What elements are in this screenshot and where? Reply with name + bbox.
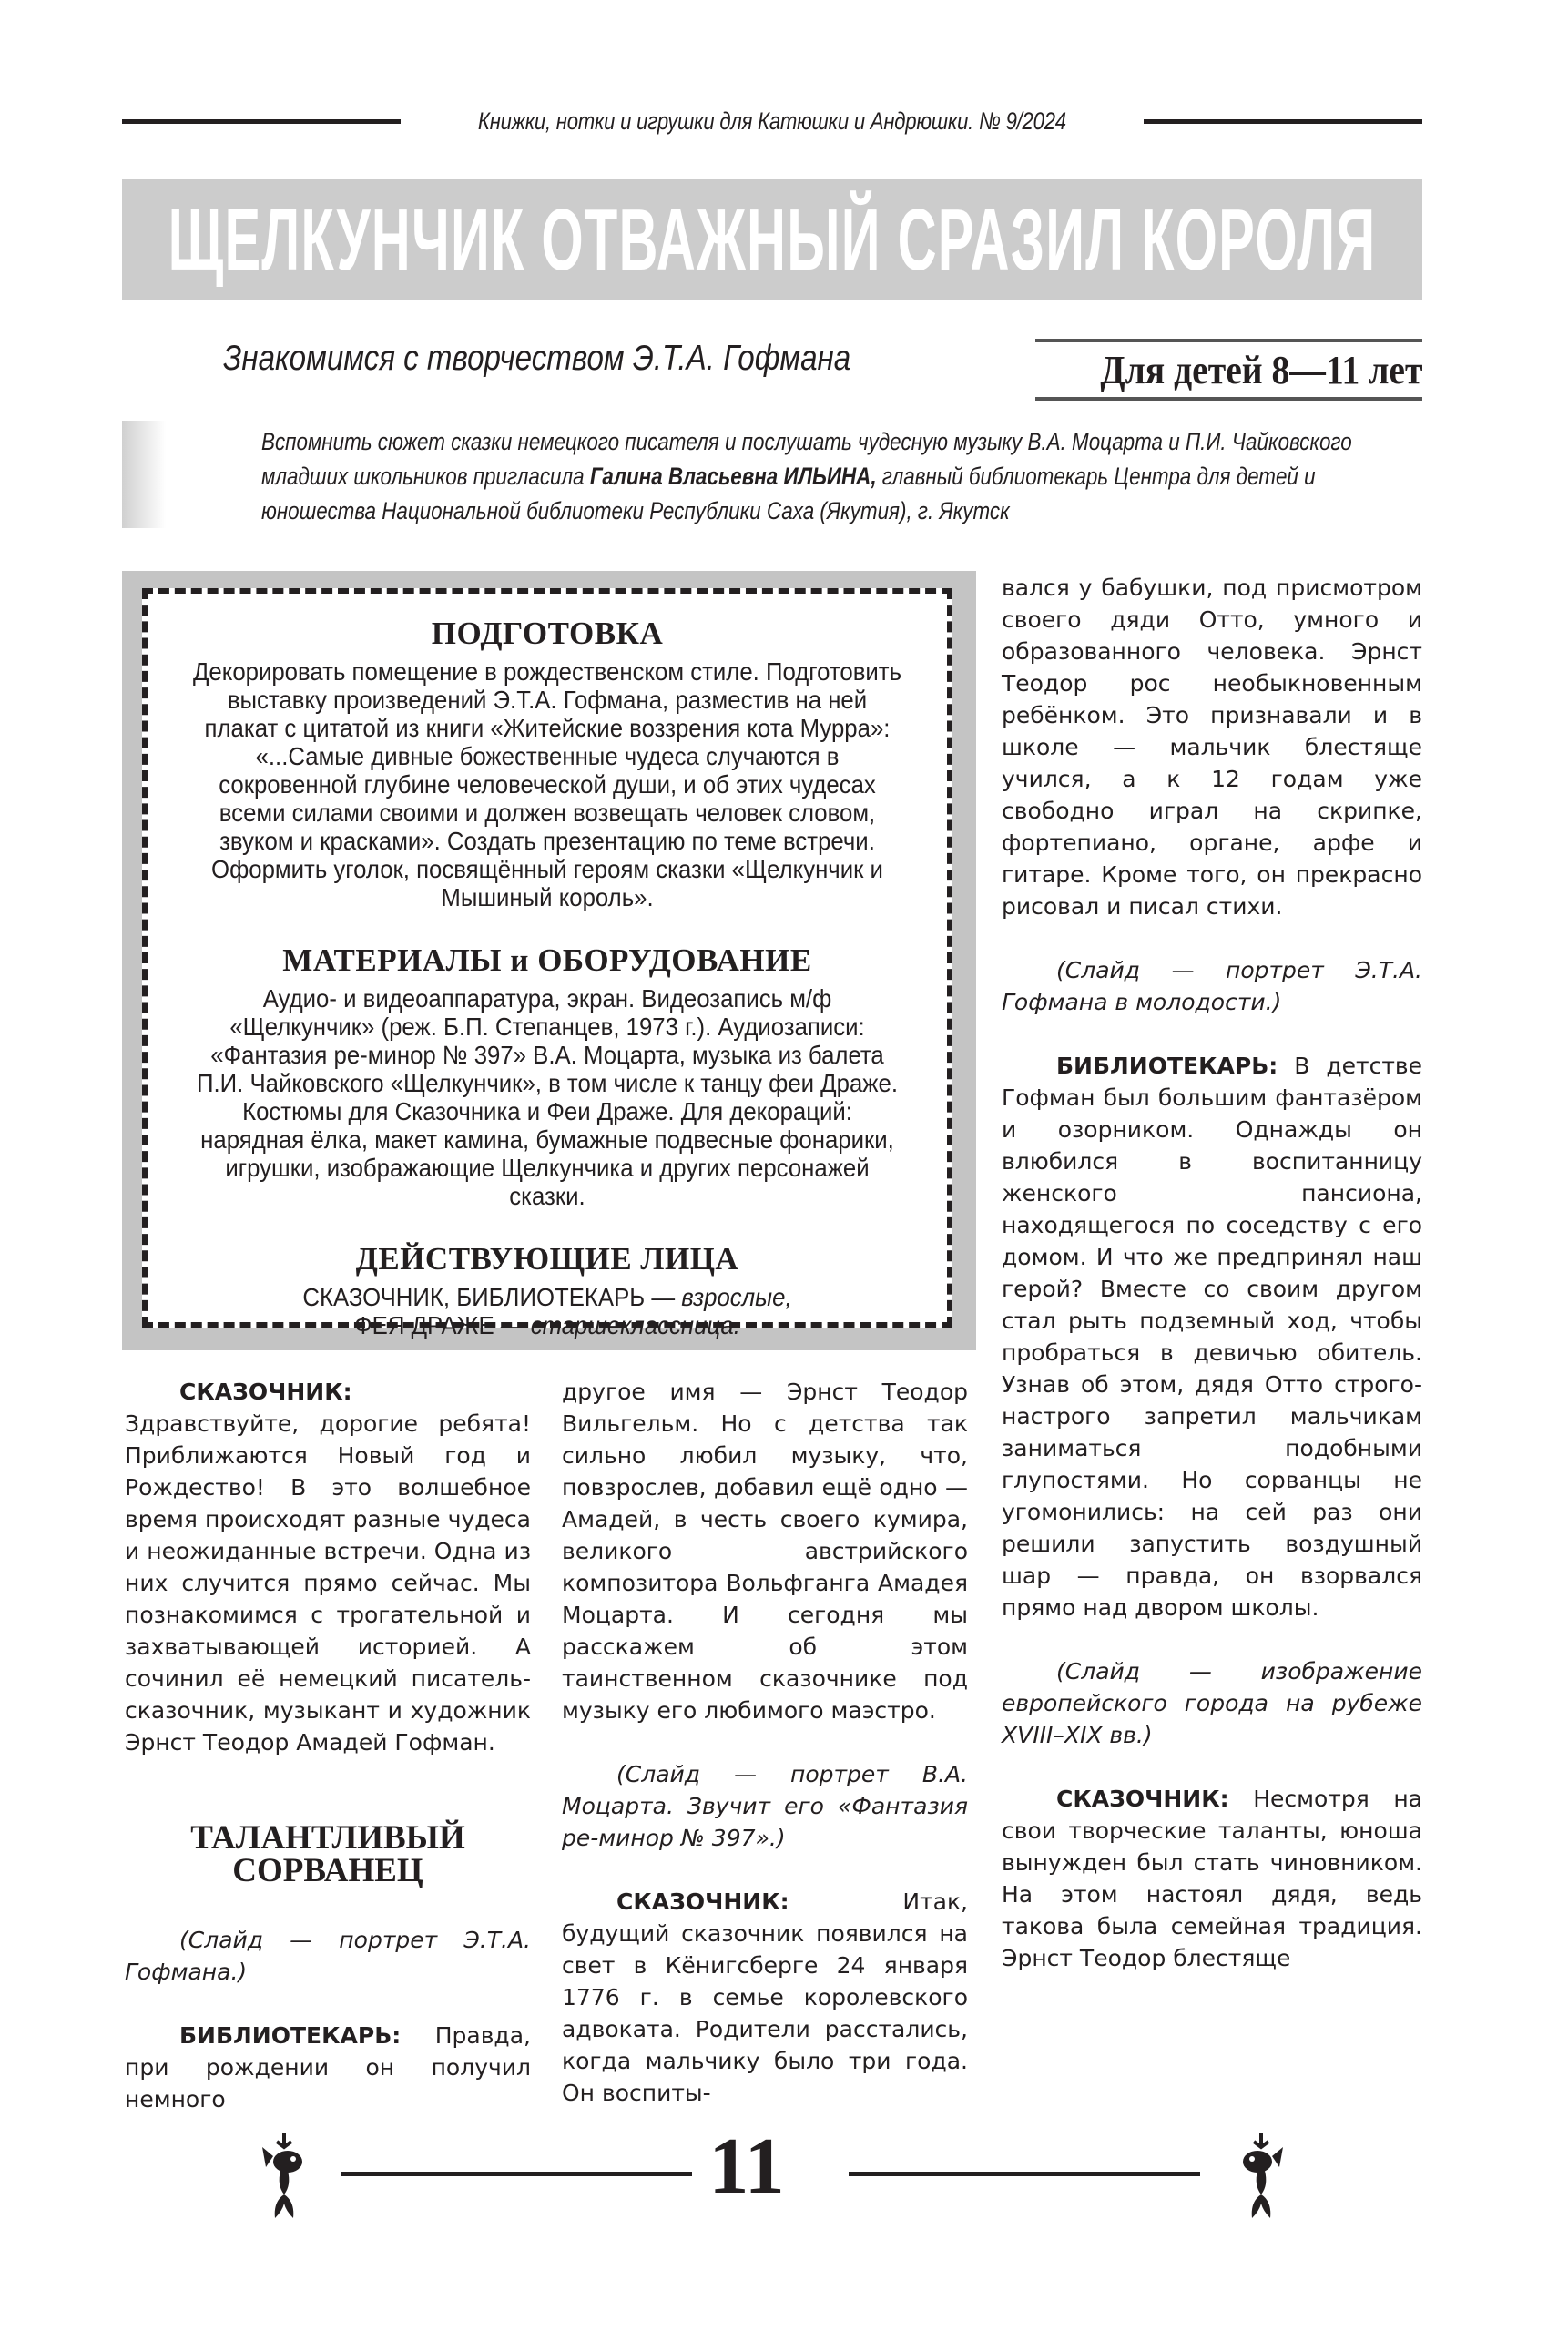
running-header (122, 107, 1422, 135)
col3-paragraph-2 (1002, 1050, 1422, 1624)
col2-paragraph-2 (562, 1886, 968, 2109)
paragraph-text: Правда, при рождении он получил немного (125, 2022, 531, 2112)
age-badge (1035, 339, 1422, 401)
speaker-label: БИБЛИОТЕКАРЬ: (1056, 1053, 1278, 1079)
characters-line-1 (188, 1283, 906, 1311)
materials-text: Аудио- и видеоаппаратура, экран. Видеозапись м/ф «Щелкунчик» (реж. Б.П. Степанцев, 1973 г.). Аудиозаписи: «Фантазия ре-минор № 397» В.А. Моцарта, музыка из балета П.И. Чайковского «Щелкунчик», в том числе к танцу феи Драже. Костюмы для Сказочника и Феи Драже. Для декораций: нарядная ёлка, макет камина, бумажные подвесные фонарики, игрушки, изображающие Щелкунчика и других персонажей сказки. (196, 984, 899, 1210)
paragraph-text: Здравствуйте, дорогие ребята! Приближаются Новый год и Рождество! В это волшебное время происходят разные чудеса и неожиданные встречи. Одна из них случится прямо сейчас. Мы познакомимся с трогательной и захватывающей историей. А сочинил её немецкий писатель-сказочник, музыкант и художник Эрнст Теодор Амадей Гофман. (125, 1410, 531, 1756)
preparation-heading: ПОДГОТОВКА (431, 616, 664, 651)
speaker-label: БИБЛИОТЕКАРЬ: (179, 2022, 402, 2049)
characters-note-2: старшеклассница. (530, 1311, 740, 1339)
characters-heading: ДЕЙСТВУЮЩИЕ ЛИЦА (355, 1241, 739, 1277)
article-title: ЩЕЛКУНЧИК ОТВАЖНЫЙ СРАЗИЛ КОРОЛЯ (168, 190, 1377, 289)
lead-gradient-bar (122, 421, 166, 528)
section-heading (125, 1819, 531, 1889)
col3-paragraph-3 (1002, 1783, 1422, 1974)
header-rule-left (122, 119, 401, 124)
characters-roles-1: СКАЗОЧНИК, БИБЛИОТЕКАРЬ — (302, 1283, 682, 1311)
column-3 (1002, 572, 1422, 1974)
speaker-label: СКАЗОЧНИК: (616, 1888, 789, 1915)
footer-rule-right (849, 2172, 1200, 2176)
characters-note-1: взрослые, (681, 1283, 792, 1311)
column-1 (125, 1376, 531, 2115)
page-number: 11 (708, 2122, 785, 2211)
age-label: Для детей 8—11 лет (1099, 347, 1422, 392)
section-heading-line-1: ТАЛАНТЛИВЫЙ (190, 1819, 465, 1857)
footer-rule-left (341, 2172, 692, 2176)
materials-heading: МАТЕРИАЛЫ и ОБОРУДОВАНИЕ (282, 942, 812, 978)
characters-line-2 (188, 1311, 906, 1339)
section-heading-line-2: СОРВАНЕЦ (232, 1852, 423, 1889)
title-banner (122, 179, 1422, 300)
preparation-text: Декорировать помещение в рождественском стиле. Подготовить выставку произведений Э.Т.А. Гофмана, разместив на ней плакат с цитатой из книги «Житейские воззрения кота Мурра»: «...Самые дивные божественные чудеса случаются в сокровенной глубине человеческой души, и об этих чудесах всеми силами своими и должен возвещать человек словом, звуком и красками». Создать презентацию по теме встречи. Оформить уголок, посвящённый героям сказки «Щелкунчик и Мышиный король». (192, 657, 902, 911)
info-box (142, 588, 952, 1339)
paragraph-text: Итак, будущий сказочник появился на свет в Кёнигсберге 24 января 1776 г. в семье королевского адвоката. Родители расстались, когда мальчику было три года. Он воспиты- (562, 1888, 968, 2106)
slide-note-1: (Слайд — портрет Э.Т.А. Гофмана.) (125, 1927, 531, 1985)
article-subtitle: Знакомимся с творчеством Э.Т.А. Гофмана (223, 339, 851, 378)
speaker-label: СКАЗОЧНИК: (179, 1379, 352, 1405)
slide-note-2: (Слайд — портрет В.А. Моцарта. Звучит его «Фантазия ре-минор № 397».) (562, 1761, 968, 1851)
slide-note-4: (Слайд — изображение европейского города на рубеже XVIII–XIX вв.) (1002, 1658, 1422, 1748)
paragraph-text: В детстве Гофман был большим фантазёром и озорником. Однажды он влюбился в воспитанницу женского пансиона, находящегося по соседству с его домом. И что же предпринял наш герой? Вместе со своим другом стал рыть подземный ход, чтобы пробраться в девичью обитель. Узнав об этом, дядя Отто строго-настрого запретил мальчикам заниматься подобными глупостями. Но сорванцы не угомонились: на сей раз они решили запустить воздушный шар — правда, он взорвался прямо над двором школы. (1002, 1053, 1422, 1621)
lead-author: Галина Власьевна ИЛЬИНА, (589, 463, 877, 490)
col2-paragraph-1: другое имя — Эрнст Теодор Вильгельм. Но с детства так сильно любил музыку, что, повзрослев, добавил ещё одно — Амадей, в честь своего кумира, великого австрийского композитора Вольфганга Амадея Моцарта. И сегодня мы расскажем об этом таинственном сказочнике под музыку его любимого маэстро. (562, 1379, 968, 1724)
page-footer (255, 2122, 1315, 2222)
info-box-frame (122, 571, 976, 1350)
paragraph-text: Несмотря на свои творческие таланты, юноша вынужден был стать чиновником. На этом настоял дядя, ведь такова была семейная традиция. Эрнст Теодор блестяще (1002, 1786, 1422, 1971)
running-title: Книжки, нотки и игрушки для Катюшки и Андрюшки. № 9/2024 (478, 107, 1066, 135)
slide-note-3: (Слайд — портрет Э.Т.А. Гофмана в молодости.) (1002, 957, 1422, 1015)
lead-text-after: главный библиотекарь Центра для детей и юношества Национальной библиотеки Республики Саха (Якутия), г. Якутск (261, 463, 1316, 524)
lead-text-before: Вспомнить сюжет сказки немецкого писателя и послушать чудесную музыку В.А. Моцарта и П.И. Чайковского младших школьников пригласила (261, 428, 1352, 490)
speaker-label: СКАЗОЧНИК: (1056, 1786, 1229, 1812)
col3-paragraph-1: вался у бабушки, под присмотром своего дяди Отто, умного и образованного человека. Эрнст Теодор рос необыкновенным ребёнком. Это признавали и в школе — мальчик блестяще учился, а к 12 годам уже свободно играл на скрипке, фортепиано, органе, арфе и гитаре. Кроме того, он прекрасно рисовал и писал стихи. (1002, 575, 1422, 920)
column-2 (562, 1376, 968, 2109)
header-rule-right (1144, 119, 1422, 124)
lead-paragraph (261, 424, 1425, 528)
col1-paragraph-2 (125, 2020, 531, 2115)
characters-roles-2: ФЕЯ ДРАЖЕ — (354, 1311, 531, 1339)
col1-paragraph-1 (125, 1376, 531, 1758)
